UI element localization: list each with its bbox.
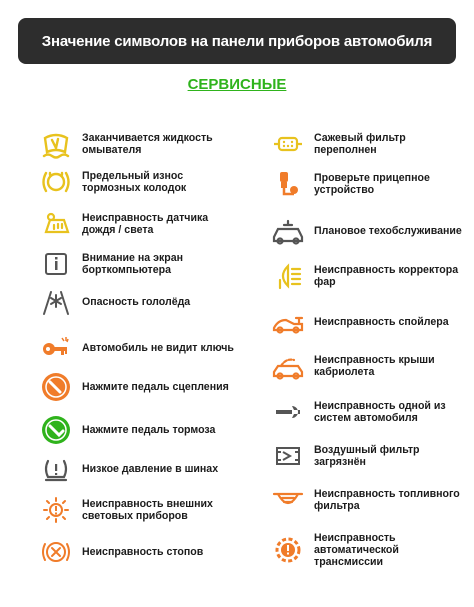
- exterior-light-icon: [40, 494, 72, 526]
- page-title: Значение символов на панели приборов автомобиля: [41, 32, 433, 50]
- tire-pressure-icon: [40, 453, 72, 485]
- item-label: Неисправность внешних световых приборов: [82, 497, 213, 522]
- convertible-roof-icon: [272, 350, 304, 382]
- air-filter-icon: [272, 440, 304, 472]
- rain-light-sensor-icon: [40, 208, 72, 240]
- item-label: Автомобиль не видит ключь: [82, 341, 234, 354]
- ice-road-icon: [40, 286, 72, 318]
- list-item-trailer: [272, 164, 464, 204]
- list-item-fuel-filter: [272, 480, 464, 520]
- item-label: Неисправность одной из систем автомобиля: [314, 399, 446, 424]
- list-item-wrench: [272, 392, 464, 432]
- item-label: Заканчивается жидкость омывателя: [82, 131, 213, 156]
- list-item-roof: [272, 346, 464, 386]
- list-item-tire: [40, 449, 250, 489]
- spoiler-icon: [272, 306, 304, 338]
- list-item-brake-light: [40, 532, 250, 572]
- list-item-brake-pedal: [40, 410, 250, 450]
- list-item-transmission: [272, 530, 464, 570]
- particulate-filter-icon: [272, 128, 304, 160]
- info-icon: [40, 248, 72, 280]
- wrench-icon: [272, 396, 304, 428]
- list-item-key: [40, 328, 250, 368]
- item-label: Предельный износ тормозных колодок: [82, 169, 187, 194]
- item-label: Нажмите педаль тормоза: [82, 423, 216, 436]
- item-label: Сажевый фильтр переполнен: [314, 131, 406, 156]
- list-item-brake-pads: [40, 162, 250, 202]
- list-item-ice: [40, 282, 250, 322]
- washer-fluid-icon: [40, 128, 72, 160]
- list-item-info: [40, 244, 250, 284]
- list-item-spoiler: [272, 302, 464, 342]
- item-label: Неисправность топливного фильтра: [314, 487, 460, 512]
- transmission-icon: [272, 534, 304, 566]
- item-label: Неисправность автоматической трансмиссии: [314, 531, 399, 569]
- list-item-service: [272, 211, 464, 251]
- item-label: Неисправность корректора фар: [314, 263, 459, 288]
- list-item-clutch: [40, 367, 250, 407]
- list-item-exterior-light: [40, 490, 250, 530]
- clutch-pedal-icon: [40, 371, 72, 403]
- brake-pedal-icon: [40, 414, 72, 446]
- list-item-rain-sensor: [40, 204, 250, 244]
- item-label: Воздушный фильтр загрязнён: [314, 443, 420, 468]
- item-label: Опасность гололёда: [82, 295, 191, 308]
- item-label: Внимание на экран борткомпьютера: [82, 251, 184, 276]
- fuel-filter-icon: [272, 484, 304, 516]
- item-label: Нажмите педаль сцепления: [82, 380, 229, 393]
- key-icon: [40, 332, 72, 364]
- list-item-washer-fluid: [40, 124, 250, 164]
- section-title: СЕРВИСНЫЕ: [187, 76, 287, 93]
- item-label: Неисправность крыши кабриолета: [314, 353, 435, 378]
- trailer-hitch-icon: [272, 168, 304, 200]
- item-label: Неисправность датчика дождя / света: [82, 211, 209, 236]
- list-item-headlight: [272, 256, 464, 296]
- item-label: Неисправность стопов: [82, 545, 204, 558]
- brake-pad-wear-icon: [40, 166, 72, 198]
- service-icon: [272, 215, 304, 247]
- item-label: Неисправность спойлера: [314, 315, 449, 328]
- headlight-leveling-icon: [272, 260, 304, 292]
- item-label: Низкое давление в шинах: [82, 462, 219, 475]
- brake-light-icon: [40, 536, 72, 568]
- list-item-particulate-filter: [272, 124, 464, 164]
- page-header: [18, 18, 456, 64]
- list-item-air-filter: [272, 436, 464, 476]
- item-label: Плановое техобслуживание: [314, 224, 462, 237]
- item-label: Проверьте прицепное устройство: [314, 171, 430, 196]
